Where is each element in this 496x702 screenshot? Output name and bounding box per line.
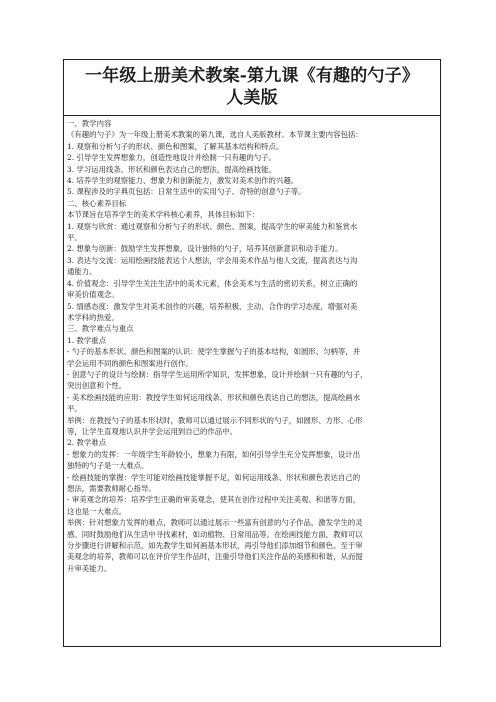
text-line: 独特的勺子是一大难点。 xyxy=(67,461,149,471)
text-line: 4. 价值观念：引导学生关注生活中的美术元素，体会美术与生活的密切关系，树立正确的 xyxy=(67,278,358,288)
page-title-line-2: 人美版 xyxy=(226,88,278,108)
text-line: 术学科的热爱。 xyxy=(67,312,119,322)
title-cell xyxy=(64,60,440,116)
text-line: - 创意勺子的设计与绘制：指导学生运用所学知识，发挥想象，设计并绘制一只有趣的勺子， xyxy=(67,369,368,379)
text-line: 二、核心素养目标 xyxy=(67,198,127,208)
text-line: 5. 情感态度：激发学生对美术创作的兴趣，培养积极、主动、合作的学习态度，增强对美 xyxy=(67,301,358,311)
text-line: 审美价值观念。 xyxy=(67,290,119,300)
text-line: 举例：在教授勺子的基本形状时，教师可以通过展示不同形状的勺子，如圆形、方形、心形 xyxy=(67,415,363,425)
text-line: 5. 课程涉及的字典页包括：日常生活中的实用勺子、奇特的创意勺子等。 xyxy=(67,187,306,197)
text-line: 3. 表达与交流：运用绘画技能表达个人想法，学会用美术作品与他人交流，提高表达与沟 xyxy=(67,255,358,265)
document-body xyxy=(67,118,437,574)
text-line: 分步骤进行讲解和示范，如先教学生如何画基本形状，再引导他们添加细节和颜色。至于审 xyxy=(67,541,363,551)
text-line: 感。同时鼓励他们从生活中寻找素材，如动植物、日常用品等。在绘画技能方面，教师可以 xyxy=(67,529,363,539)
text-line: - 审美观念的培养：培养学生正确的审美观念，使其在创作过程中关注美观、和谐等方面， xyxy=(67,495,361,505)
text-line: 1. 教学重点 xyxy=(67,335,106,345)
text-line: 2. 想象与创新：鼓励学生发挥想象，设计独特的勺子，培养其创新意识和动手能力。 xyxy=(67,244,343,254)
text-line: 2. 教学难点 xyxy=(67,438,106,448)
text-line: - 美术绘画技能的应用：教授学生如何运用线条、形状和颜色表达自己的想法，提高绘画水 xyxy=(67,392,361,402)
text-line: 1. 观察和分析勺子的形状、颜色和图案，了解其基本结构和特点。 xyxy=(67,141,284,151)
text-line: 升审美能力。 xyxy=(67,563,112,573)
text-line: 突出创意和个性。 xyxy=(67,381,127,391)
text-line: 通能力。 xyxy=(67,267,97,277)
text-line: 举例：针对想象力发挥的难点，教师可以通过展示一些富有创意的勺子作品，激发学生的灵 xyxy=(67,518,363,528)
text-line: 想法，需要教师耐心指导。 xyxy=(67,484,156,493)
text-line: 1. 观察与欣赏：通过观察和分析勺子的形状、颜色、图案，提高学生的审美能力和鉴赏水 xyxy=(67,221,358,231)
page-title-line-1: 一年级上册美术教案-第九课《有趣的勺子》 xyxy=(84,66,420,86)
text-line: 学会运用不同的颜色和图案进行创作。 xyxy=(67,358,193,368)
text-line: 三、教学难点与重点 xyxy=(67,324,134,334)
text-line: - 想象力的发挥：一年级学生年龄较小，想象力有限，如何引导学生充分发挥想象，设计出 xyxy=(67,449,361,459)
text-line: 2. 引导学生发挥想象力，创造性地设计并绘制一只有趣的勺子。 xyxy=(67,153,276,163)
text-line: 这也是一大难点。 xyxy=(67,506,127,516)
text-line: 4. 培养学生的观察能力、想象力和创新能力，激发对美术创作的兴趣。 xyxy=(67,176,299,186)
text-line: 3. 学习运用线条、形状和颜色表达自己的想法，提高绘画技能。 xyxy=(67,164,276,174)
text-line: - 绘画技能的掌握：学生可能对绘画技能掌握不足，如何运用线条、形状和颜色表达自己的 xyxy=(67,472,361,482)
text-line: 《有趣的勺子》为一年级上册美术教案的第九课，选自人美版教材。本节课主要内容包括： xyxy=(67,130,363,140)
text-line: 等，让学生直观地认识并学会运用到自己的作品中。 xyxy=(67,426,237,436)
text-line: - 勺子的基本形状、颜色和图案的认识：使学生掌握勺子的基本结构，如圆形、匀柄等，并 xyxy=(67,347,361,357)
text-line: 美观念的培养，教师可以在评价学生作品时，注重引导他们关注作品的美感和和谐，从而提 xyxy=(67,552,363,562)
text-line: 平。 xyxy=(67,404,82,414)
document-table xyxy=(63,59,441,647)
text-line: 本节课旨在培养学生的美术学科核心素养，具体目标如下： xyxy=(67,210,260,220)
text-line: 平。 xyxy=(67,233,82,243)
text-line: 一、教学内容 xyxy=(67,119,112,128)
